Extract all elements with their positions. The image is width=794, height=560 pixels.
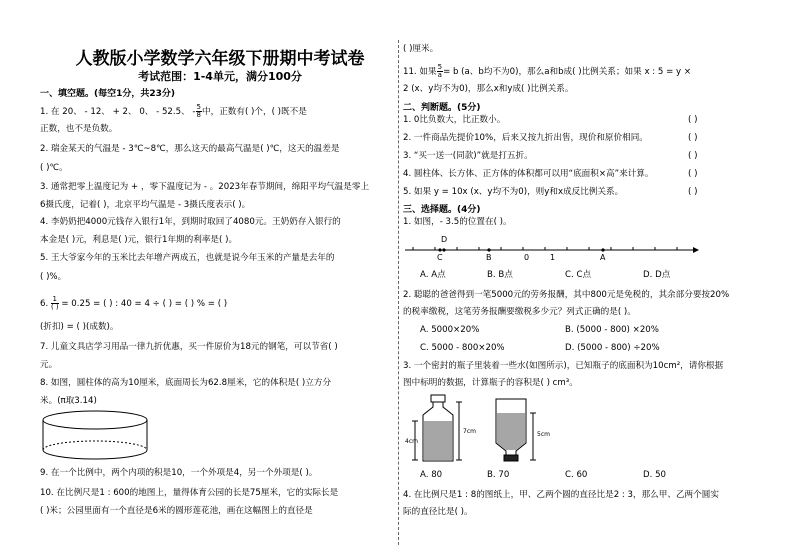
question-3-line-1: 3. 通常把零上温度记为 + ，零下温度记为 - 。2023年春节期间，绵阳平均气温是零上: [40, 182, 370, 192]
choice-2-line-1: 2. 聪聪的爸爸得到一笔5000元的劳务报酬，其中800元是免税的，其余部分要按20%: [403, 290, 730, 300]
question-11-line-2: 2 (x、y均不为0)，那么x和y成( )比例关系。: [403, 84, 574, 94]
question-5-line-1: 5. 王大爷家今年的玉米比去年增产两成五，也就是说今年玉米的产量是去年的: [40, 253, 335, 263]
number-line-point: [601, 248, 604, 251]
choice-1: 1. 如图，- 3.5的位置在( )。: [403, 217, 512, 227]
question-6-line-1: 6. $\frac{1}{( )}$ = 0.25 = ( ) : 40 = 4 ÷ ( ) = ( ) % = ( ): [40, 295, 228, 311]
question-8-line-1: 8. 如图，圆柱体的高为10厘米，底面周长为62.8厘米，它的体积是( )立方分: [40, 378, 332, 388]
choice-2-line-2: 的税率缴税，这笔劳务报酬要缴税多少元？列式正确的是( )。: [403, 307, 636, 317]
choice-1-option-b[interactable]: B. B点: [487, 270, 513, 280]
choice-3-line-1: 3. 一个密封的瓶子里装着一些水(如图所示)，已知瓶子的底面积为10cm²，请你根据: [403, 361, 724, 371]
exam-scope: 考试范围：1-4单元，满分100分: [138, 70, 302, 83]
judge-3: 3. “买一送一(同款)”就是打五折。: [403, 151, 533, 161]
question-9: 9. 在一个比例中，两个内项的积是10，一个外项是4，另一个外项是( )。: [40, 468, 318, 478]
judge-4: 4. 圆柱体、长方体、正方体的体积都可以用“底面积×高”来计算。: [403, 169, 654, 179]
number-line-point: [487, 248, 490, 251]
column-divider: [398, 40, 399, 545]
question-1-line-2: 正数，也不是负数。: [40, 124, 118, 134]
number-line-point: [438, 248, 441, 251]
choice-3-option-b[interactable]: B. 70: [487, 470, 510, 480]
number-line: [403, 232, 703, 262]
question-7-line-1: 7. 儿童文具店学习用品一律九折优惠，买一件原价为18元的钢笔，可以节省( ): [40, 342, 338, 352]
question-2-line-2: ( )℃。: [40, 163, 68, 173]
question-10-line-2: ( )米；公园里面有一个直径是6米的圆形莲花池，画在这幅图上的直径是: [40, 506, 313, 516]
choice-2-option-b[interactable]: B. (5000 - 800) ×20%: [565, 325, 659, 335]
choice-1-option-c[interactable]: C. C点: [565, 270, 592, 280]
judge-5-answer[interactable]: ( ): [688, 187, 698, 197]
number-line-label-c: C: [437, 253, 443, 262]
choice-4-line-2: 际的直径比是( )。: [403, 507, 473, 517]
judge-1: 1. 0比负数大，比正数小。: [403, 115, 506, 125]
question-10-line-3: ( )厘米。: [403, 44, 439, 54]
cylinder-figure: [40, 408, 150, 464]
number-line-label-0: 0: [524, 253, 530, 262]
question-4-line-1: 4. 李奶奶把4000元钱存入银行1年，到期时取回了4080元。王奶奶存入银行的: [40, 217, 341, 227]
number-line-point: [442, 248, 445, 251]
fraction: $\frac{5}{8}$: [196, 103, 201, 119]
question-3-line-2: 6摄氏度，记着( )，北京平均气温是 - 3摄氏度表示( )。: [40, 200, 251, 210]
choice-3-option-c[interactable]: C. 60: [565, 470, 588, 480]
bottle-figure: [403, 393, 563, 465]
choice-4-line-1: 4. 在比例尺是1 : 8的图纸上，甲、乙两个圆的直径比是2 : 3，那么甲、乙两个圆实: [403, 490, 719, 500]
judge-3-answer[interactable]: ( ): [688, 151, 698, 161]
question-2-line-1: 2. 瑞金某天的气温是 - 3℃~8℃，那么这天的最高气温是( )℃，这天的温差是: [40, 144, 340, 154]
question-7-line-2: 元。: [40, 360, 58, 370]
choice-1-option-a[interactable]: A. A点: [420, 270, 446, 280]
judge-2: 2. 一件商品先提价10%，后来又按九折出售，现价和原价相同。: [403, 133, 648, 143]
choice-3-option-a[interactable]: A. 80: [420, 470, 443, 480]
question-5-line-2: ( )%。: [40, 272, 67, 282]
bottle-label-4cm: 4cm: [405, 438, 418, 445]
page-title: 人教版小学数学六年级下册期中考试卷: [75, 49, 365, 69]
choice-2-option-a[interactable]: A. 5000×20%: [420, 325, 480, 335]
choice-2-option-d[interactable]: D. (5000 - 800) ÷20%: [565, 343, 660, 353]
section-choice: 三、选择题。(4分): [403, 205, 481, 215]
number-line-label-b: B: [486, 253, 492, 262]
question-1-line-1: 1. 在 20、 - 12、 + 2、 0、 - 52.5、 - $\frac{5}{8}$ 中，正数有( )个，( )既不是: [40, 103, 307, 119]
fraction: $\frac{1}{( )}$: [50, 295, 59, 311]
judge-5: 5. 如果 y = 10x (x、y均不为0)，则y和x成反比例关系。: [403, 187, 624, 197]
number-line-label-d: D: [441, 235, 448, 244]
number-line-label-a: A: [600, 253, 606, 262]
question-4-line-2: 本金是( )元，利息是( )元，银行1年期的利率是( )。: [40, 235, 238, 245]
question-8-line-2: 米。(π取3.14): [40, 396, 97, 406]
choice-3-option-d[interactable]: D. 50: [643, 470, 667, 480]
section-judge: 二、判断题。(5分): [403, 103, 481, 113]
number-line-label-1: 1: [550, 253, 556, 262]
choice-3-line-2: 图中标明的数据，计算瓶子的容积是( ) cm³。: [403, 378, 578, 388]
fraction: $\frac{5}{a}$: [437, 63, 443, 79]
section-fill-blank: 一、填空题。(每空1分，共23分): [40, 89, 176, 99]
choice-1-option-d[interactable]: D. D点: [643, 270, 671, 280]
bottle-label-7cm: 7cm: [463, 428, 476, 435]
choice-2-option-c[interactable]: C. 5000 - 800×20%: [420, 343, 505, 353]
question-10-line-1: 10. 在比例尺是1 : 600的地图上，量得体育公园的长是75厘米，它的实际长是: [40, 488, 339, 498]
judge-2-answer[interactable]: ( ): [688, 133, 698, 143]
judge-4-answer[interactable]: ( ): [688, 169, 698, 179]
question-11-line-1: 11. 如果 $\frac{5}{a}$ = b (a、b均不为0)，那么a和b成( )比例关系；如果 x : 5 = y ×: [403, 63, 692, 79]
judge-1-answer[interactable]: ( ): [688, 115, 698, 125]
question-6-line-2: (折扣) = ( )(成数)。: [40, 322, 119, 332]
bottle-label-5cm: 5cm: [537, 431, 550, 438]
